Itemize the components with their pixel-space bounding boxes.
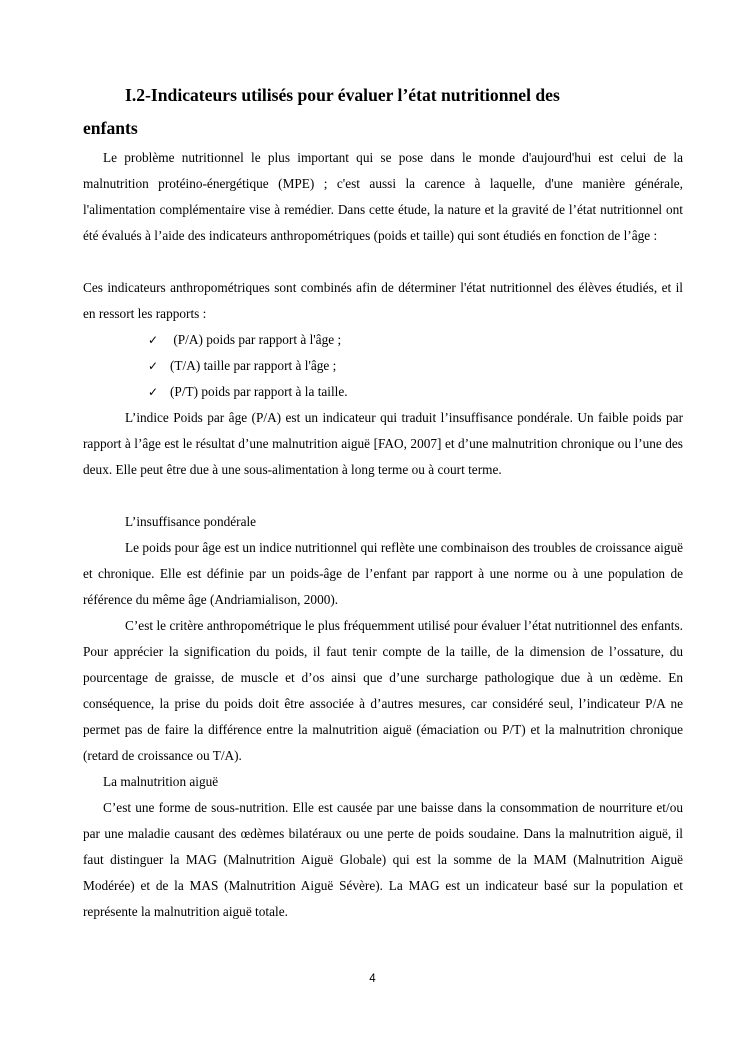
checklist-item: ✓ (T/A) taille par rapport à l'âge ; bbox=[148, 353, 348, 379]
subhead-acute-malnutrition: La malnutrition aiguë bbox=[103, 774, 219, 789]
indicator-checklist bbox=[148, 327, 348, 405]
acute-definition-paragraph: C’est une forme de sous-nutrition. Elle est causée par une baisse dans la consommation de nourriture et/ou par une maladie causant des œdèmes bilatéraux ou une perte de poids soudaine. Dans la malnutrition aiguë, il faut distinguer la MAG (Malnutrition Aiguë Globale) qui est la somme de la MAM (Malnutrition Aiguë Modérée) et de la MAS (Malnutrition Aiguë Sévère). La MAG est un indicateur basé sur la population et représente la malnutrition aiguë totale. bbox=[83, 800, 683, 920]
checkmark-icon: ✓ bbox=[148, 385, 159, 400]
page-number: 4 bbox=[369, 973, 376, 985]
criterion-paragraph: C’est le critère anthropométrique le plus fréquemment utilisé pour évaluer l’état nutritionnel des enfants. Pour apprécier la signification du poids, il faut tenir compte de la taille, de la dimension de l’ossature, du pourcentage de graisse, de muscle et d’os ainsi que d’une surcharge pathologique due à un œdème. En conséquence, la prise du poids doit être associée à d’autres mesures, car considéré seul, l’indicateur P/A ne permet pas de faire la différence entre la malnutrition aiguë (émaciation ou P/T) et la malnutrition chronique (retard de croissance ou T/A). bbox=[83, 618, 683, 764]
section-heading-line1: I.2-Indicateurs utilisés pour évaluer l’état nutritionnel des bbox=[125, 85, 560, 105]
pa-index-paragraph: L’indice Poids par âge (P/A) est un indicateur qui traduit l’insuffisance pondérale. Un faible poids par rapport à l’âge est le résultat d’une malnutrition aiguë [FAO, 2007] et d’une malnutrition chronique ou l’une des deux. Elle peut être due à une sous-alimentation à long terme ou à court terme. bbox=[83, 410, 683, 478]
subhead-underweight: L’insuffisance pondérale bbox=[125, 514, 257, 529]
checkmark-icon: ✓ bbox=[148, 359, 159, 374]
checklist-item: ✓ (P/T) poids par rapport à la taille. bbox=[148, 379, 348, 405]
combine-paragraph: Ces indicateurs anthropométriques sont combinés afin de déterminer l'état nutritionnel des élèves étudiés, et il en ressort les rapports : bbox=[83, 280, 683, 322]
checklist-item: ✓ (P/A) poids par rapport à l'âge ; bbox=[148, 327, 348, 353]
section-heading-line2: enfants bbox=[83, 118, 138, 138]
weight-age-paragraph: Le poids pour âge est un indice nutritionnel qui reflète une combinaison des troubles de croissance aiguë et chronique. Elle est définie par un poids-âge de l’enfant par rapport à une norme ou à une population de référence du même âge (Andriamialison, 2000). bbox=[83, 540, 683, 608]
checkmark-icon: ✓ bbox=[148, 333, 159, 347]
intro-paragraph: Le problème nutritionnel le plus important qui se pose dans le monde d'aujourd'hui est celui de la malnutrition protéino-énergétique (MPE) ; c'est aussi la carence à laquelle, d'une manière générale, l'alimentation complémentaire vise à remédier. Dans cette étude, la nature et la gravité de l’état nutritionnel ont été évalués à l’aide des indicateurs anthropométriques (poids et taille) qui sont étudiés en fonction de l’âge : bbox=[83, 150, 683, 244]
section-heading bbox=[83, 79, 683, 145]
